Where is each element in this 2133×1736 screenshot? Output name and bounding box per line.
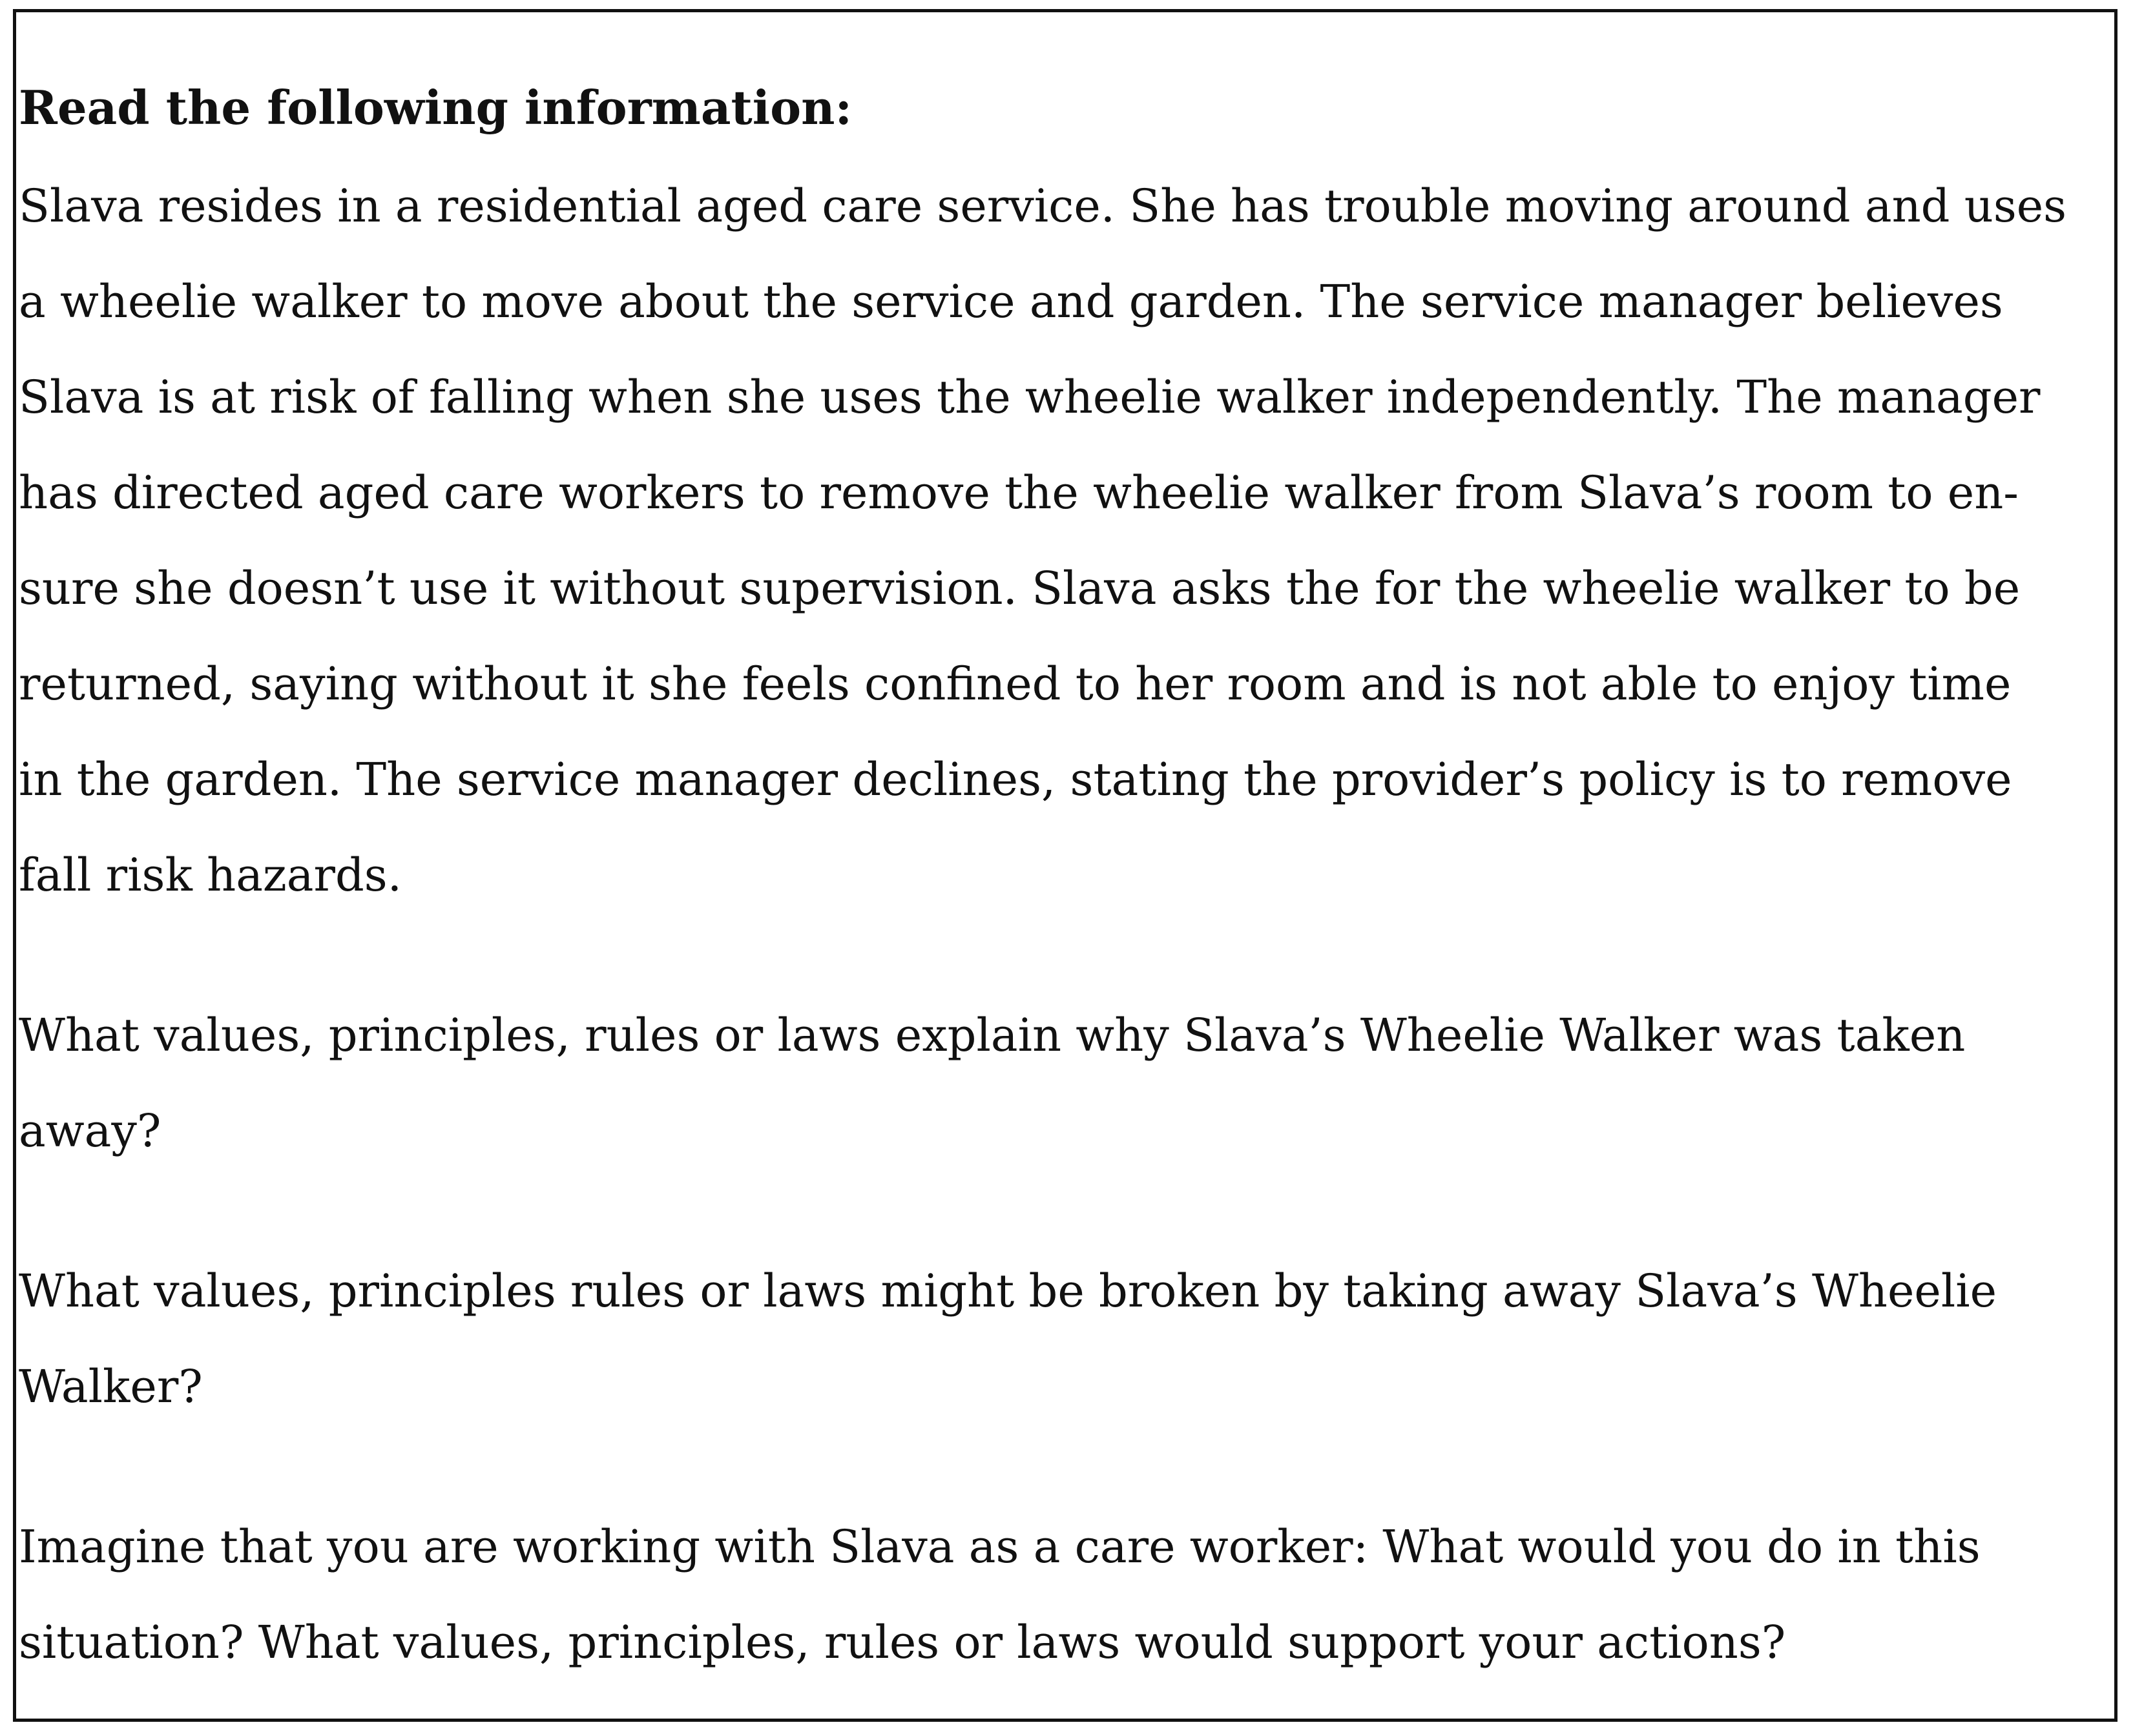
scenario-paragraph (19, 158, 2112, 923)
question-3-line: situation? What values, principles, rules or laws would support your actions? (19, 1616, 1786, 1669)
question-1 (19, 987, 2112, 1179)
question-2-line: Walker? (19, 1360, 203, 1413)
spacer (16, 923, 2114, 987)
spacer (16, 1179, 2114, 1243)
question-3-line: Imagine that you are working with Slava as a care worker: What would you do in this (19, 1520, 1981, 1573)
scenario-line: has directed aged care workers to remove the wheelie walker from Slava’s room to en- (19, 466, 2019, 519)
scenario-line: returned, saying without it she feels confined to her room and is not able to enjoy time (19, 657, 2012, 710)
question-2-line: What values, principles rules or laws might be broken by taking away Slava’s Wheelie (19, 1265, 1997, 1318)
question-1-line: What values, principles, rules or laws explain why Slava’s Wheelie Walker was taken (19, 1009, 1966, 1062)
question-1-line: away? (19, 1104, 161, 1157)
information-box (13, 9, 2117, 1722)
question-3 (19, 1499, 2112, 1690)
scenario-line: in the garden. The service manager declines, stating the provider’s policy is to remove (19, 753, 2012, 806)
spacer (16, 1434, 2114, 1499)
scenario-line: sure she doesn’t use it without supervision. Slava asks the for the wheelie walker to be (19, 562, 2021, 615)
heading: Read the following information: (19, 80, 853, 135)
question-2 (19, 1243, 2112, 1434)
scenario-line: a wheelie walker to move about the service and garden. The service manager believes (19, 275, 2003, 328)
scenario-line: fall risk hazards. (19, 849, 402, 902)
scenario-line: Slava is at risk of falling when she uses the wheelie walker independently. The manager (19, 371, 2041, 424)
scenario-line: Slava resides in a residential aged care service. She has trouble moving around and uses (19, 180, 2067, 232)
